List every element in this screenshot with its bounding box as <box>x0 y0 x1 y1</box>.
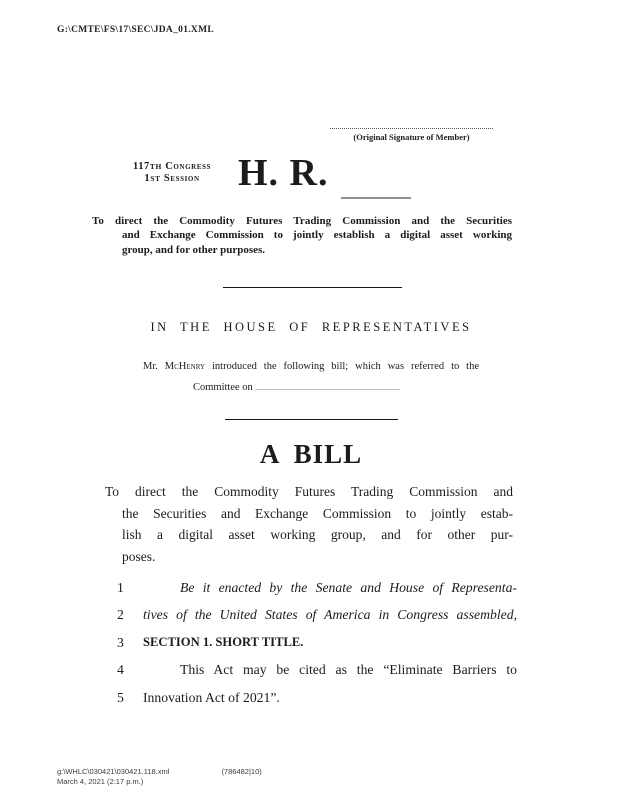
line-number: 4 <box>117 662 124 678</box>
committee-line <box>193 379 400 393</box>
long-title-line: lish a digital asset working group, and for other pur- <box>122 527 513 543</box>
body-line <box>117 684 517 711</box>
congress-session-block <box>102 161 242 185</box>
long-title-preamble <box>105 481 513 567</box>
congress-number: 117 <box>132 161 150 172</box>
short-preamble-line: and Exchange Commission to jointly establish a digital asset working <box>122 229 512 242</box>
committee-blank-underline <box>255 379 400 390</box>
session-word: Session <box>163 173 200 184</box>
body-line <box>117 574 517 601</box>
line-text: This Act may be cited as the “Eliminate Barriers to <box>180 662 517 678</box>
referral-prefix: Mr. <box>143 361 165 372</box>
xml-path-header: G:\CMTE\FS\17\SEC\JDA_01.XML <box>57 25 214 35</box>
bill-number: H. R. <box>238 152 329 194</box>
long-title-line: the Securities and Exchange Commission to jointly estab- <box>122 505 513 521</box>
body-line <box>117 656 517 683</box>
signature-block <box>330 118 493 142</box>
line-text: SECTION 1. SHORT TITLE. <box>143 634 304 649</box>
chamber-heading: IN THE HOUSE OF REPRESENTATIVES <box>150 320 472 334</box>
congress-line <box>102 161 242 173</box>
divider-rule-top <box>223 287 402 288</box>
line-text: Be it enacted by the Senate and House of Representa- <box>180 580 517 595</box>
congress-ordinal: TH <box>149 162 162 171</box>
member-name: McHenry <box>164 361 206 372</box>
line-text: tives of the United States of America in Congress assembled, <box>143 607 517 623</box>
line-text: Innovation Act of 2021”. <box>143 689 280 705</box>
divider-rule-middle <box>225 419 398 420</box>
long-title-line: To direct the Commodity Futures Trading Commission and <box>105 484 513 499</box>
line-number: 1 <box>117 580 124 595</box>
body-line <box>117 601 517 628</box>
line-number: 5 <box>117 689 124 705</box>
bill-body <box>117 574 517 711</box>
short-preamble-line: group, and for other purposes. <box>122 243 266 256</box>
signature-caption: (Original Signature of Member) <box>353 132 470 142</box>
committee-label: Committee on <box>193 382 253 393</box>
line-number: 2 <box>117 607 124 623</box>
session-line <box>102 173 242 185</box>
footer-code: (786482|10) <box>221 767 262 776</box>
short-preamble-line: To direct the Commodity Futures Trading Commission and the Securities <box>92 215 512 227</box>
footer-date: March 4, 2021 (2:17 p.m.) <box>57 776 144 786</box>
referral-rest: introduced the following bill; which was referred to the <box>205 361 479 372</box>
short-preamble <box>92 214 512 257</box>
drafting-footer <box>57 767 262 786</box>
signature-dotted-line <box>330 118 493 129</box>
a-bill-heading: A BILL <box>259 439 363 469</box>
long-title-line: poses. <box>122 548 156 564</box>
line-number: 3 <box>117 634 124 650</box>
body-line <box>117 629 517 656</box>
referral-line-1 <box>143 361 479 372</box>
session-ordinal: ST <box>150 174 161 183</box>
footer-file: g:\WHLC\030421\030421.118.xml <box>57 767 170 776</box>
congress-word: Congress <box>165 161 212 172</box>
footer-line-1 <box>57 767 262 777</box>
session-number: 1 <box>144 173 151 184</box>
bill-number-blank <box>341 197 411 199</box>
